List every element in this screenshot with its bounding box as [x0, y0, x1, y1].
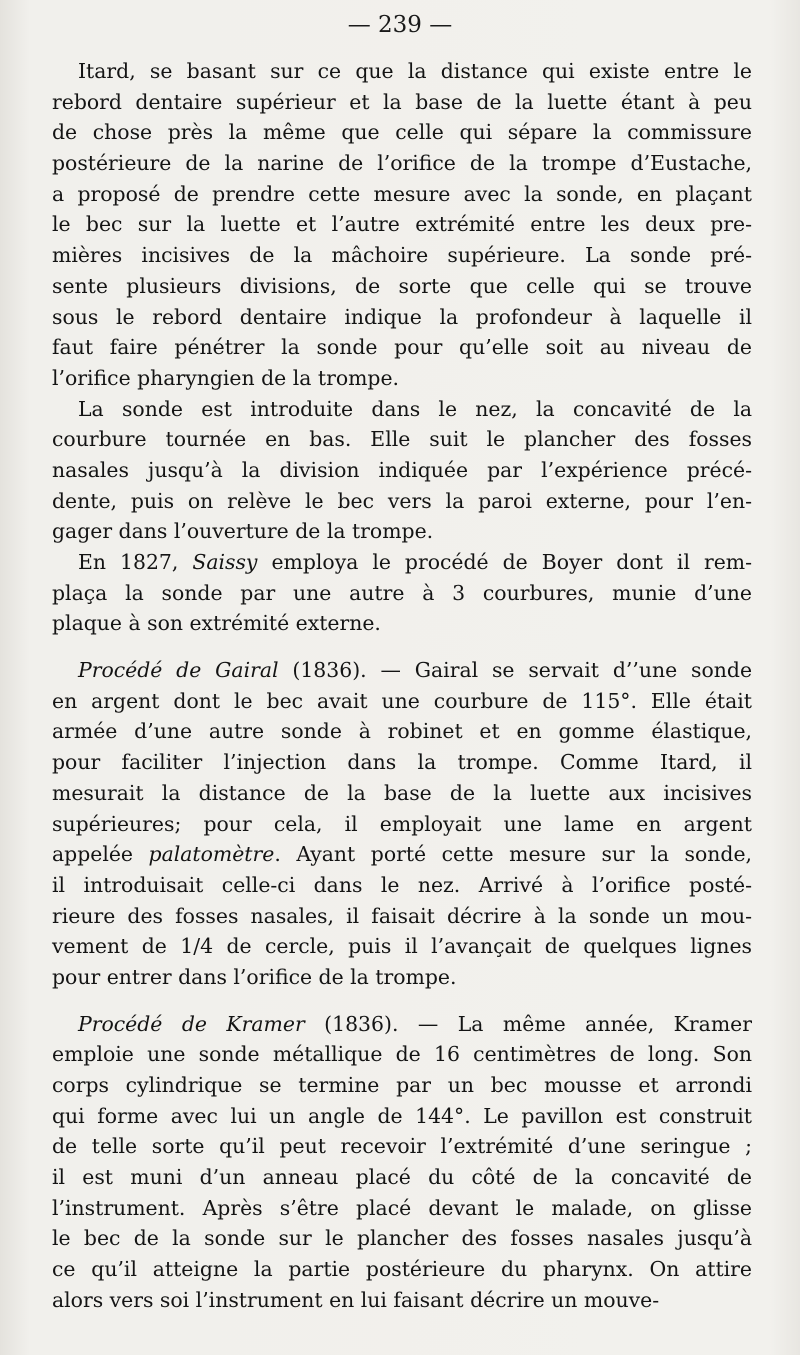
text-line: supérieures; pour cela, il employait une lame en argent: [52, 811, 752, 836]
text-line: [52, 547, 752, 578]
text-segment: En 1827,: [78, 550, 193, 574]
italic-segment: Procédé de Kramer: [78, 1011, 305, 1036]
text-line: qui forme avec lui un angle de 144°. Le pavillon est construit: [52, 1103, 752, 1128]
text-line: nasales jusqu’à la division indiquée par l’expérience précé-: [52, 457, 752, 482]
text-line: il est muni d’un anneau placé du côté de la concavité de: [52, 1165, 752, 1190]
text-line: alors vers soi l’instrument en lui faisant décrire un mouve-: [52, 1287, 660, 1312]
text-line: le bec sur la luette et l’autre extrémité entre les deux pre-: [52, 212, 752, 237]
text-line: pour faciliter l’injection dans la trompe. Comme Itard, il: [52, 750, 752, 775]
text-line: faut faire pénétrer la sonde pour qu’elle soit au niveau de: [52, 335, 752, 360]
text-segment: . Ayant porté cette mesure sur la sonde,: [274, 842, 753, 867]
text-line: vement de 1/4 de cercle, puis il l’avançait de quelques lignes: [52, 934, 752, 959]
text-segment: (1836). — La même année, Kramer: [304, 1011, 752, 1036]
text-line: gager dans l’ouverture de la trompe.: [52, 519, 434, 544]
text-line: dente, puis on relève le bec vers la paroi externe, pour l’en-: [52, 488, 752, 513]
text-line: mières incisives de la mâchoire supérieure. La sonde pré-: [52, 243, 752, 268]
text-line: postérieure de la narine de l’orifice de la trompe d’Eustache,: [52, 151, 752, 176]
text-segment: (1836). — Gairal se servait d’’une sonde: [278, 658, 753, 683]
text-segment: employa le procédé de Boyer dont il rem-: [257, 550, 752, 574]
italic-segment: Saissy: [192, 550, 258, 574]
text-line: sente plusieurs divisions, de sorte que celle qui se trouve: [52, 273, 752, 298]
text-line: [52, 655, 752, 686]
text-line: sous le rebord dentaire indique la profondeur à laquelle il: [52, 304, 752, 329]
paragraph: [52, 394, 752, 547]
text-line: corps cylindrique se termine par un bec mousse et arrondi: [52, 1073, 752, 1097]
text-line: armée d’une autre sonde à robinet et en gomme élastique,: [52, 719, 752, 744]
text-line: Itard, se basant sur ce que la distance qui existe entre le: [78, 59, 752, 83]
body-text: [52, 56, 752, 1316]
paragraph: [52, 56, 752, 394]
text-segment: appelée: [52, 842, 149, 867]
text-line: il introduisait celle-ci dans le nez. Arrivé à l’orifice posté-: [52, 872, 752, 897]
text-line: a proposé de prendre cette mesure avec la sonde, en plaçant: [52, 181, 752, 206]
text-line: mesurait la distance de la base de la luette aux incisives: [52, 780, 752, 805]
text-line: ce qu’il atteigne la partie postérieure du pharynx. On attire: [52, 1257, 752, 1282]
text-line: en argent dont le bec avait une courbure de 115°. Elle était: [52, 688, 752, 713]
text-line: emploie une sonde métallique de 16 centimètres de long. Son: [52, 1042, 752, 1067]
text-line: [52, 839, 752, 870]
text-line: l’instrument. Après s’être placé devant le malade, on glisse: [52, 1195, 752, 1220]
paragraph: [52, 655, 752, 993]
text-line: de telle sorte qu’il peut recevoir l’extrémité d’une seringue ;: [52, 1134, 752, 1159]
paragraph: [52, 1009, 752, 1316]
page-number: — 239 —: [347, 12, 453, 38]
italic-segment: Procédé de Gairal: [78, 658, 279, 683]
text-line: le bec de la sonde sur le plancher des fosses nasales jusqu’à: [52, 1226, 752, 1251]
text-line: [52, 1009, 752, 1040]
text-line: rebord dentaire supérieur et la base de la luette étant à peu: [52, 89, 752, 114]
italic-segment: palatomètre: [148, 842, 275, 867]
text-line: l’orifice pharyngien de la trompe.: [52, 365, 400, 390]
text-line: plaque à son extrémité externe.: [52, 611, 381, 636]
text-line: de chose près la même que celle qui sépare la commissure: [52, 120, 752, 145]
text-line: La sonde est introduite dans le nez, la concavité de la: [78, 396, 752, 421]
text-line: rieure des fosses nasales, il faisait décrire à la sonde un mou-: [52, 903, 752, 928]
text-line: plaça la sonde par une autre à 3 courbures, munie d’une: [52, 580, 752, 605]
paragraph: [52, 547, 752, 639]
text-line: courbure tournée en bas. Elle suit le plancher des fosses: [52, 427, 752, 452]
text-line: pour entrer dans l’orifice de la trompe.: [52, 964, 457, 989]
